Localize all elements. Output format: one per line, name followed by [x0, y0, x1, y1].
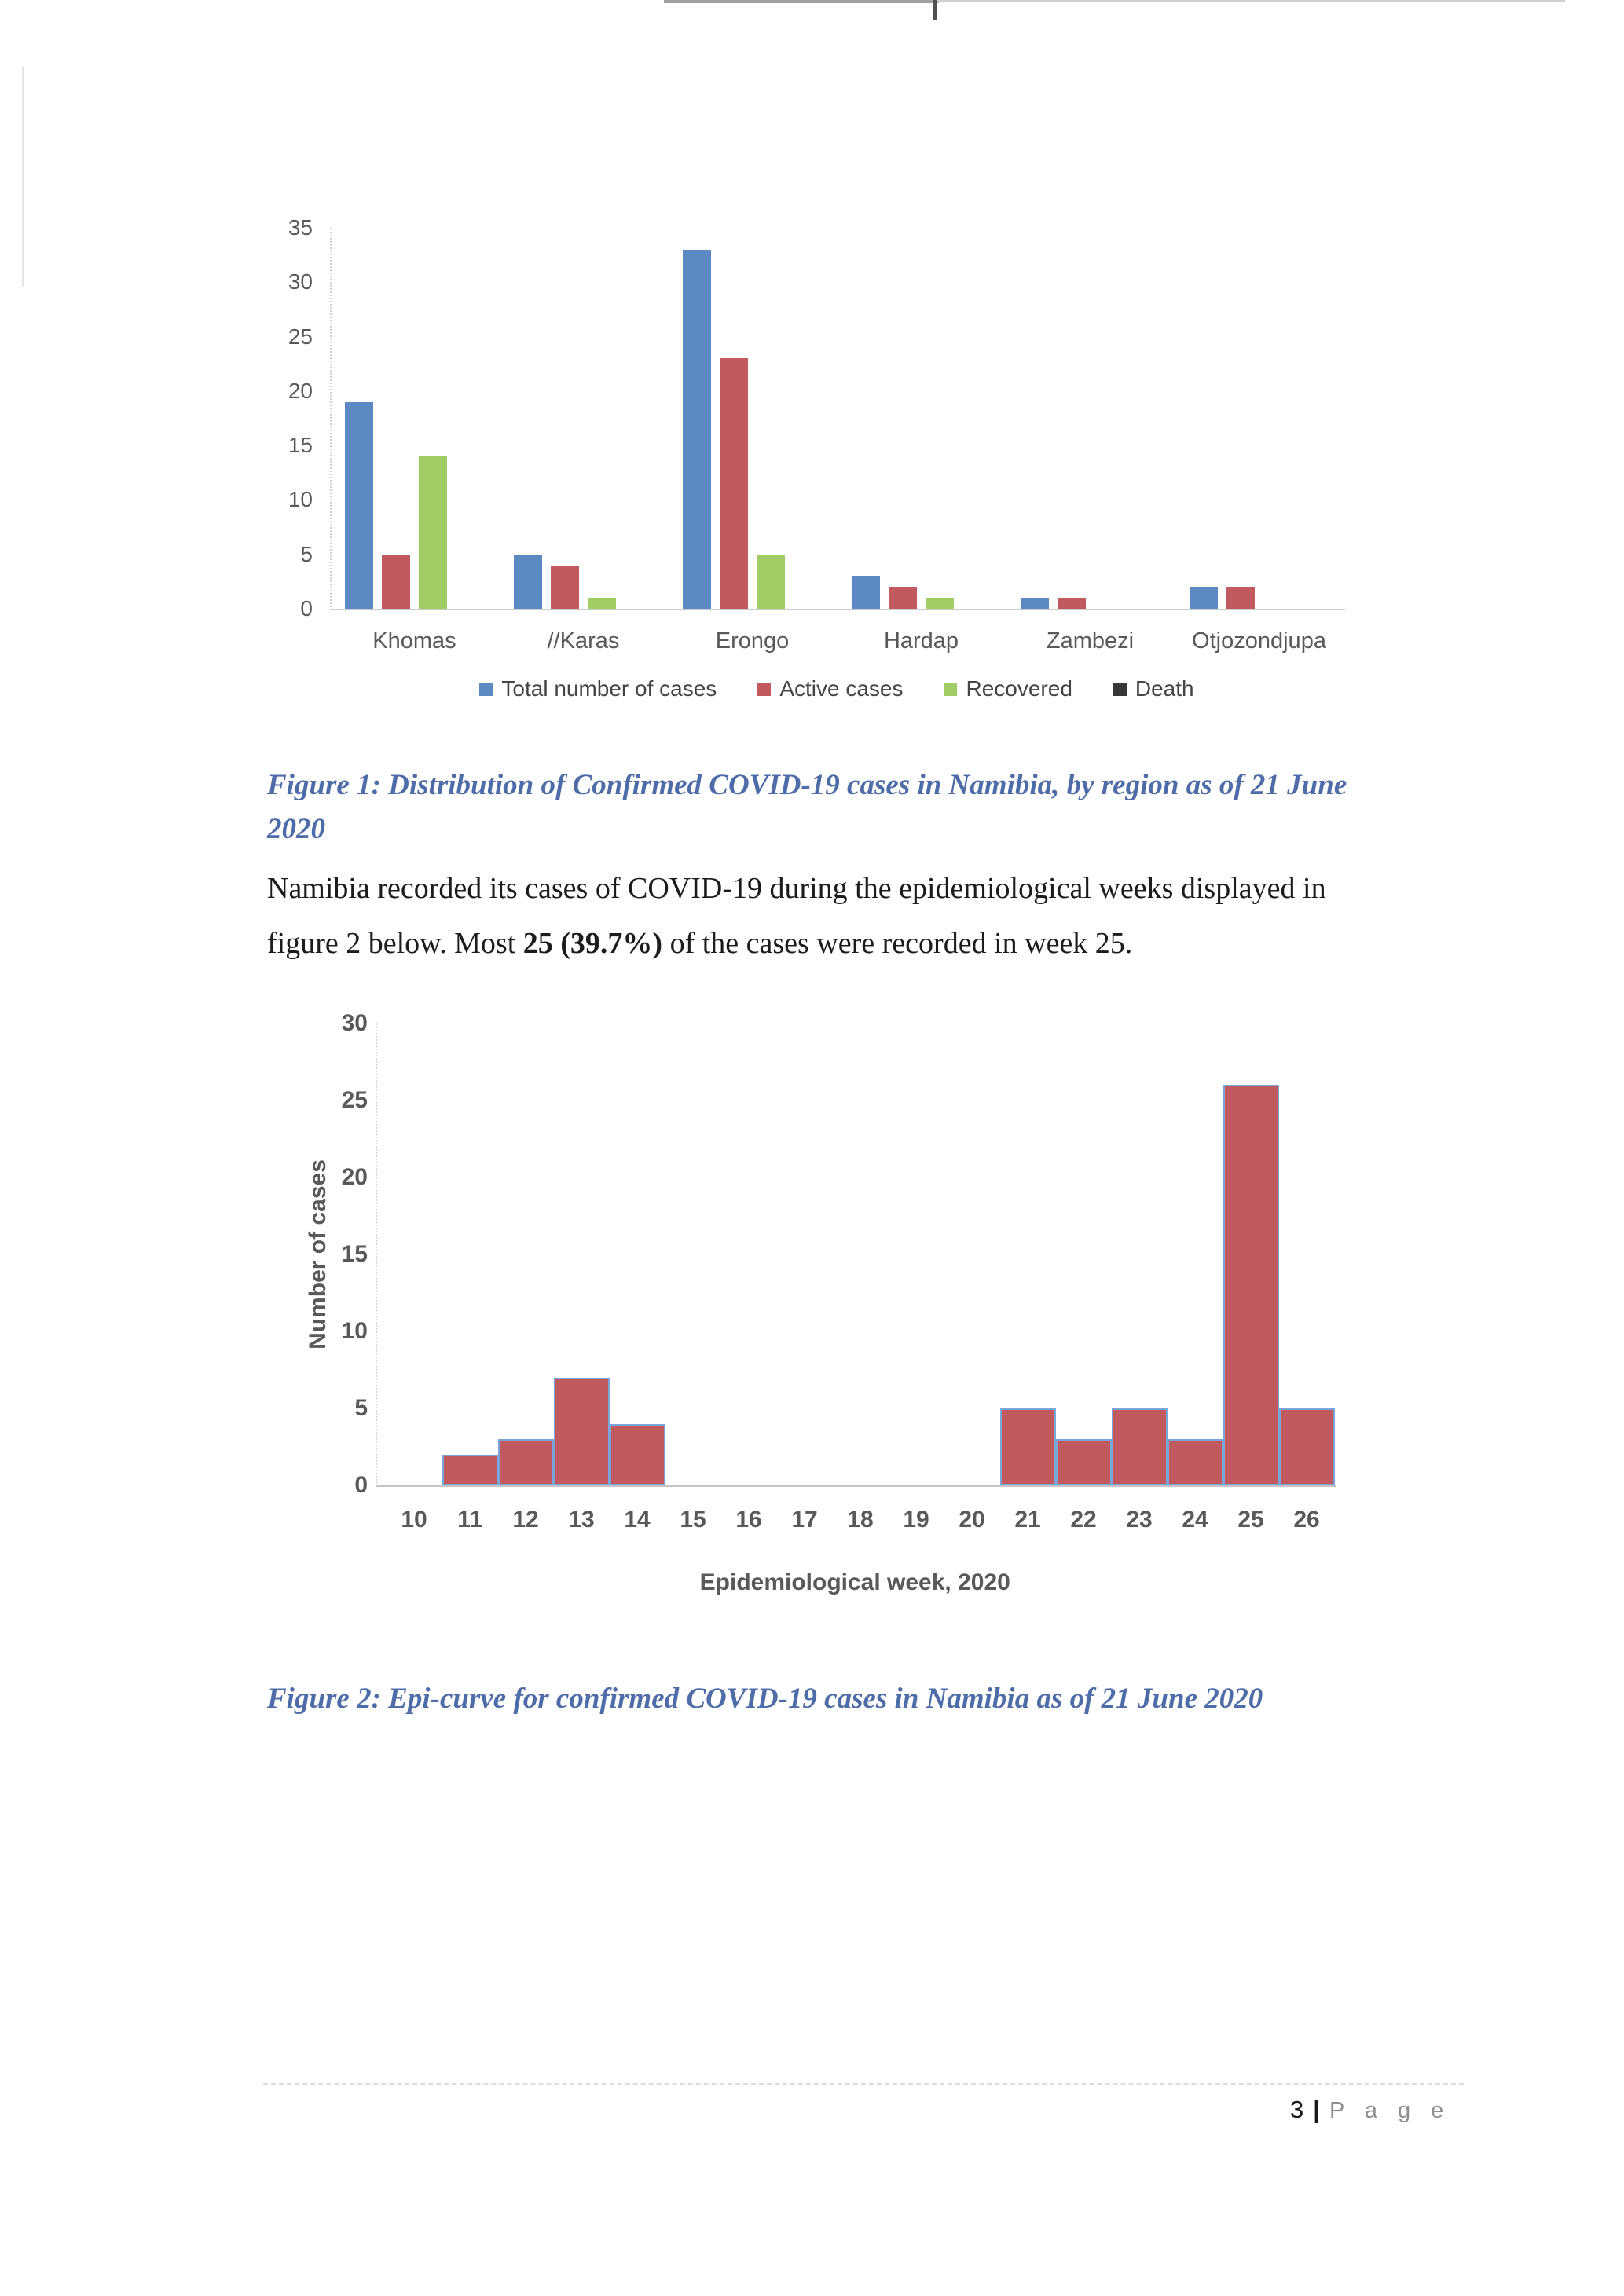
figure2-y-axis-title: Number of cases — [305, 1159, 331, 1349]
scan-artifact-top-light-line — [937, 0, 1565, 2]
bar-khomas-0 — [345, 402, 373, 609]
legend-swatch-icon — [1113, 683, 1127, 696]
figure2-x-tick-label: 26 — [1293, 1507, 1320, 1532]
scan-artifact-top-dark-line — [664, 0, 939, 3]
figure1-y-tick-label: 30 — [288, 269, 313, 295]
figure2-x-tick-label: 18 — [847, 1507, 874, 1532]
bar-week-24 — [1168, 1439, 1223, 1485]
figure2-x-tick-label: 11 — [457, 1507, 482, 1532]
figure1-y-tick-label: 15 — [288, 433, 313, 458]
legend-item — [944, 677, 1072, 701]
figure2-y-tick-label: 20 — [341, 1164, 368, 1190]
scan-artifact-page-edge — [22, 67, 24, 287]
legend-swatch-icon — [944, 683, 957, 696]
figure1-x-category-label: Khomas — [372, 628, 456, 654]
paragraph-run: figure 2 below. Most — [267, 927, 523, 960]
bar-week-21 — [1000, 1408, 1056, 1485]
paragraph-line1: Namibia recorded its cases of COVID-19 during the epidemiological weeks displayed in — [267, 872, 1326, 905]
legend-item — [1113, 677, 1194, 701]
figure1-x-category-label: Erongo — [715, 628, 790, 654]
page-number-separator: | — [1313, 2096, 1320, 2123]
figure1-y-tick-label: 20 — [288, 378, 313, 403]
figure2-x-tick-label: 12 — [512, 1507, 539, 1532]
figure2-x-tick-label: 21 — [1014, 1507, 1041, 1532]
legend-item — [757, 677, 903, 701]
figure2-y-tick-label: 15 — [341, 1241, 368, 1267]
figure2-x-tick-label: 17 — [791, 1507, 818, 1532]
figure2-caption: Figure 2: Epi-curve for confirmed COVID-19 cases in Namibia as of 21 June 2020 — [267, 1683, 1263, 1715]
figure1-caption-line1: Figure 1: Distribution of Confirmed COVID-19 cases in Namibia, by region as of 21 June — [267, 769, 1347, 801]
bar-hardap-0 — [852, 576, 880, 609]
paragraph-line2 — [267, 916, 1477, 971]
figure1-y-tick-label: 5 — [300, 541, 313, 566]
figure2-x-tick-label: 19 — [903, 1507, 929, 1532]
bar-karas-1 — [551, 566, 579, 609]
figure2-y-tick-label: 5 — [354, 1395, 368, 1421]
figure2-x-tick-label: 20 — [959, 1507, 985, 1532]
bar-khomas-2 — [419, 456, 447, 609]
figure2-x-tick-label: 25 — [1237, 1507, 1264, 1532]
figure1-x-category-label: Hardap — [883, 628, 959, 654]
bar-zambezi-0 — [1021, 598, 1049, 609]
paragraph-bold-run: 25 (39.7%) — [522, 927, 663, 960]
bar-otjozondjupa-0 — [1190, 587, 1218, 609]
figure1-x-category-label: //Karas — [547, 628, 620, 654]
figure2-x-tick-label: 22 — [1070, 1507, 1097, 1532]
bar-week-22 — [1056, 1439, 1112, 1485]
figure1-plot-area — [330, 228, 1345, 610]
legend-swatch-icon — [479, 683, 493, 696]
figure1-caption-line2: 2020 — [267, 813, 325, 845]
figure2-x-tick-label: 10 — [401, 1507, 427, 1532]
figure2-x-tick-label: 24 — [1182, 1507, 1208, 1532]
figure1-x-category-label: Otjozondjupa — [1192, 628, 1326, 654]
bar-khomas-1 — [382, 555, 410, 609]
footer-divider — [263, 2083, 1464, 2085]
figure2-x-tick-label: 14 — [624, 1507, 651, 1532]
bar-karas-2 — [588, 598, 616, 609]
bar-hardap-1 — [889, 587, 917, 609]
figure1-caption — [267, 764, 1461, 851]
figure2-y-tick-label: 30 — [341, 1010, 368, 1036]
figure2-y-tick-label: 25 — [341, 1087, 368, 1113]
figure2-x-tick-label: 23 — [1126, 1507, 1153, 1532]
figure1-y-tick-label: 10 — [288, 487, 313, 512]
bar-week-26 — [1279, 1408, 1335, 1485]
page-word: P a g e — [1329, 2098, 1451, 2123]
bar-week-23 — [1112, 1408, 1168, 1485]
page-number-value: 3 — [1290, 2096, 1304, 2123]
legend-swatch-icon — [757, 683, 771, 696]
legend-item — [479, 677, 717, 701]
figure1-x-category-label: Zambezi — [1046, 628, 1135, 654]
bar-hardap-2 — [926, 598, 954, 609]
bar-erongo-1 — [720, 358, 748, 609]
bar-erongo-0 — [683, 250, 711, 609]
figure1-y-tick-label: 0 — [300, 596, 313, 621]
figure1-y-tick-label: 35 — [288, 215, 313, 240]
figure2-y-tick-label: 0 — [354, 1472, 368, 1498]
page-number — [1290, 2096, 1450, 2124]
body-paragraph — [267, 861, 1477, 971]
bar-zambezi-1 — [1058, 598, 1086, 609]
paragraph-run: of the cases were recorded in week 25. — [662, 927, 1133, 960]
legend-label: Death — [1135, 676, 1194, 701]
figure1-y-tick-label: 25 — [288, 324, 313, 349]
bar-week-14 — [610, 1424, 665, 1485]
bar-week-13 — [554, 1378, 610, 1485]
bar-week-12 — [498, 1439, 554, 1485]
legend-label: Active cases — [779, 676, 904, 701]
bar-erongo-2 — [757, 555, 785, 609]
figure2-x-axis-title: Epidemiological week, 2020 — [699, 1569, 1010, 1595]
figure2-y-tick-label: 10 — [341, 1318, 368, 1344]
bar-week-25 — [1223, 1085, 1279, 1485]
legend-label: Recovered — [966, 676, 1072, 701]
legend-label: Total number of cases — [501, 676, 717, 701]
figure2-x-tick-label: 16 — [735, 1507, 762, 1532]
bar-otjozondjupa-1 — [1226, 587, 1255, 609]
figure1-legend — [330, 677, 1344, 701]
scan-artifact-top-tick — [933, 0, 937, 20]
bar-week-11 — [442, 1455, 498, 1485]
bar-karas-0 — [514, 555, 542, 609]
figure2-plot-area — [376, 1023, 1336, 1487]
figure2-x-tick-label: 13 — [568, 1507, 595, 1532]
figure2-x-tick-label: 15 — [680, 1507, 706, 1532]
